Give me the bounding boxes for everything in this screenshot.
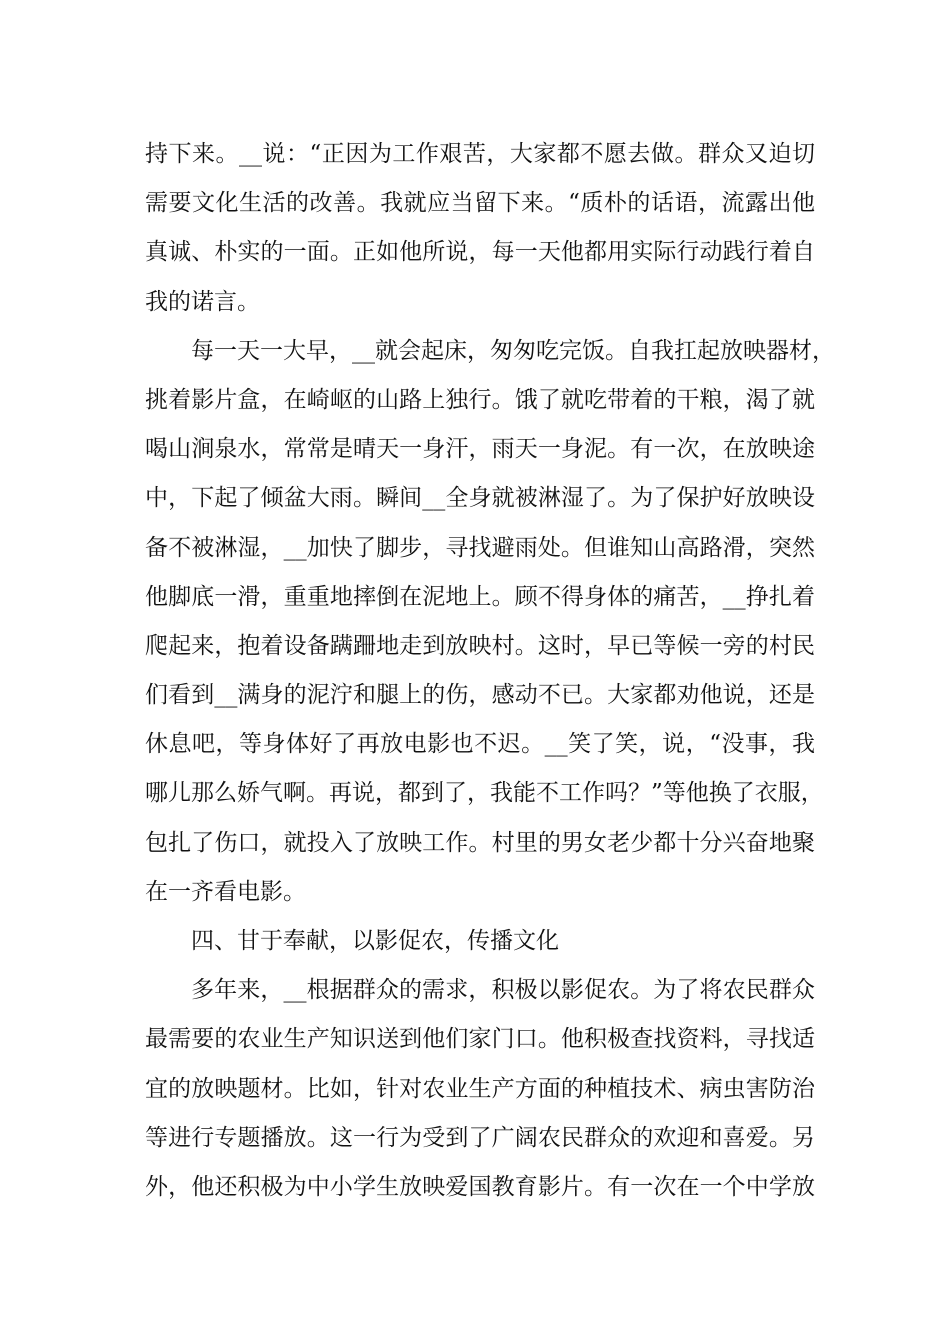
- text-line: 备不被淋湿，__加快了脚步，寻找避雨处。但谁知山高路滑，突然: [145, 534, 815, 561]
- text-line: 宜的放映题材。比如，针对农业生产方面的种植技术、病虫害防治: [145, 1075, 815, 1102]
- text-line: 等进行专题播放。这一行为受到了广阔农民群众的欢迎和喜爱。另: [145, 1124, 815, 1151]
- text-line: 外，他还积极为中小学生放映爱国教育影片。有一次在一个中学放: [145, 1173, 815, 1200]
- text-line: 多年来，__根据群众的需求，积极以影促农。为了将农民群众: [191, 977, 815, 1004]
- text-line: 挑着影片盒，在崎岖的山路上独行。饿了就吃带着的干粮，渴了就: [145, 386, 815, 413]
- text-line: 们看到__满身的泥泞和腿上的伤，感动不已。大家都劝他说，还是: [145, 682, 815, 709]
- text-line: 在一齐看电影。: [145, 878, 306, 905]
- text-line: 喝山涧泉水，常常是晴天一身汗，雨天一身泥。有一次，在放映途: [145, 436, 815, 463]
- text-line: 休息吧，等身体好了再放电影也不迟。__笑了笑，说，“没事，我: [145, 731, 815, 758]
- text-line: 持下来。__说：“正因为工作艰苦，大家都不愿去做。群众又迫切: [145, 141, 815, 167]
- section-heading: 四、甘于奉献，以影促农，传播文化: [191, 928, 559, 954]
- text-line: 爬起来，抱着设备蹒跚地走到放映村。这时，早已等候一旁的村民: [145, 632, 815, 659]
- text-line: 真诚、朴实的一面。正如他所说，每一天他都用实际行动践行着自: [145, 239, 815, 266]
- text-line: 我的诺言。: [145, 288, 260, 315]
- text-line: 中，下起了倾盆大雨。瞬间__全身就被淋湿了。为了保护好放映设: [145, 485, 815, 512]
- body-text: [145, 130, 835, 1212]
- text-line: 需要文化生活的改善。我就应当留下来。“质朴的话语，流露出他: [145, 190, 815, 217]
- text-line: 最需要的农业生产知识送到他们家门口。他积极查找资料，寻找适: [145, 1026, 815, 1053]
- text-line: 包扎了伤口，就投入了放映工作。村里的男女老少都十分兴奋地聚: [145, 829, 815, 856]
- text-line: 每一天一大早，__就会起床，匆匆吃完饭。自我扛起放映器材，: [191, 337, 835, 364]
- text-line: 他脚底一滑，重重地摔倒在泥地上。顾不得身体的痛苦，__挣扎着: [145, 583, 815, 610]
- text-line: 哪儿那么娇气啊。再说，都到了，我能不工作吗？”等他换了衣服，: [145, 780, 824, 807]
